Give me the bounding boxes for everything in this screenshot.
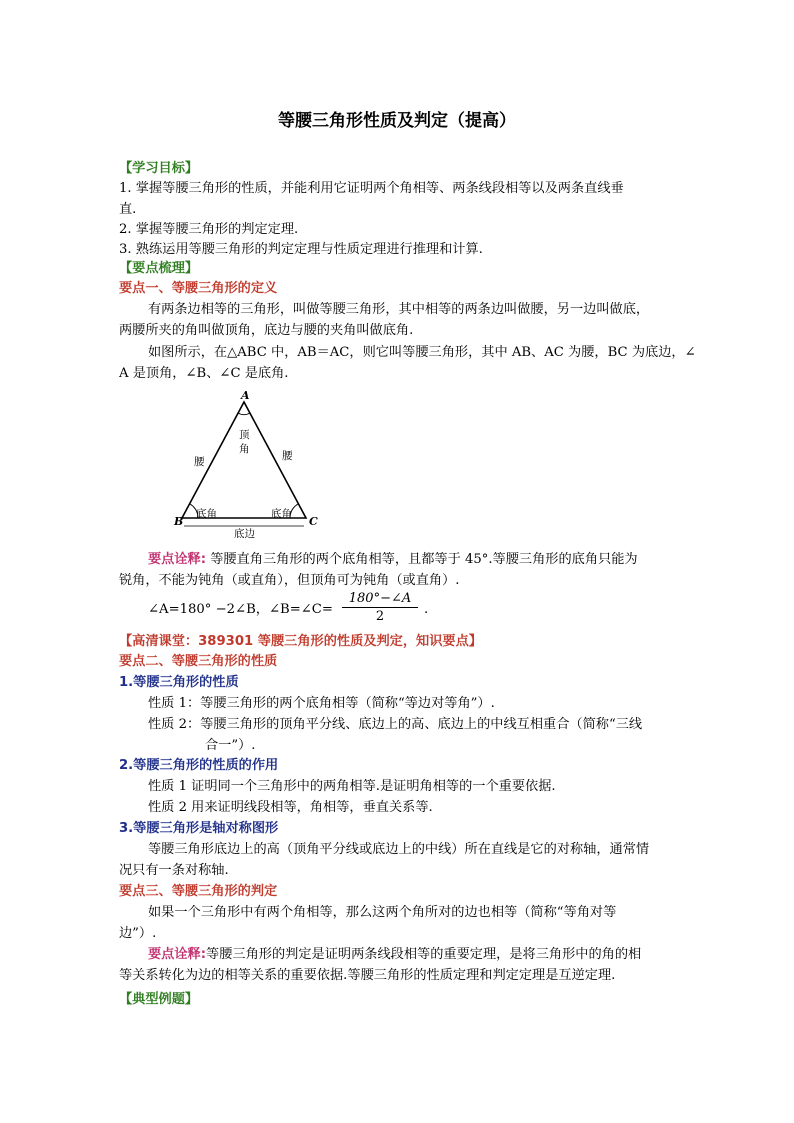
judge-line-2: 边”）. <box>119 926 157 941</box>
vertex-b-label: B <box>174 515 184 528</box>
page-title: 等腰三角形性质及判定（提高） <box>278 111 516 131</box>
base-label: 底边 <box>234 528 255 540</box>
note-2-label: 要点诠释: <box>148 947 207 962</box>
formula-left: ∠A=180° −2∠B，∠B=∠C= <box>148 602 333 617</box>
property-2-line-1: 性质 2：等腰三角形的顶角平分线、底边上的高、底边上的中线互相重合（简称“三线 <box>148 717 643 732</box>
note-2-line-2: 等关系转化为边的相等关系的重要依据.等腰三角形的性质定理和判定定理是互逆定理. <box>119 968 616 983</box>
use-2: 性质 2 用来证明线段相等，角相等，垂直关系等. <box>148 800 433 815</box>
note-1-text: 等腰直角三角形的两个底角相等，且都等于 45°.等腰三角形的底角只能为 <box>206 552 638 567</box>
class-heading: 【高清课堂：389301 等腰三角形的性质及判定，知识要点】 <box>119 634 482 649</box>
apex-label-2: 角 <box>239 443 250 455</box>
angle-a-arc <box>238 413 250 415</box>
fraction-bar <box>342 607 418 608</box>
judge-line-1: 如果一个三角形中有两个角相等，那么这两个角所对的边也相等（简称“等角对等 <box>148 905 617 920</box>
left-base-angle-label: 底角 <box>196 508 217 520</box>
property-1: 性质 1：等腰三角形的两个底角相等（简称“等边对等角”）. <box>148 696 495 711</box>
use-1: 性质 1 证明同一个三角形中的两角相等.是证明角相等的一个重要依据. <box>148 779 556 794</box>
point-1-heading: 要点一、等腰三角形的定义 <box>119 281 278 296</box>
vertex-c-label: C <box>309 515 318 528</box>
point-3-heading: 要点三、等腰三角形的判定 <box>119 884 278 899</box>
formula-end: . <box>424 602 429 617</box>
point-1-line-2: 两腰所夹的角叫做顶角，底边与腰的夹角叫做底角. <box>119 323 414 338</box>
right-leg-label: 腰 <box>282 450 293 462</box>
note-1-line-2: 锐角，不能为钝角（或直角），但顶角可为钝角（或直角）. <box>119 573 460 588</box>
goal-3: 3. 熟练运用等腰三角形的判定定理与性质定理进行推理和计算. <box>119 242 483 257</box>
note-2-text: 等腰三角形的判定是证明两条线段相等的重要定理，是将三角形中的角的相 <box>206 947 642 962</box>
point-1-line-4: A 是顶角，∠B、∠C 是底角. <box>119 366 289 381</box>
formula-fraction <box>342 591 418 624</box>
formula-numerator: 180°−∠A <box>348 591 412 606</box>
point-2-3-heading: 3.等腰三角形是轴对称图形 <box>119 821 279 836</box>
point-1-line-3: 如图所示，在△ABC 中，AB＝AC，则它叫等腰三角形，其中 AB、AC 为腰，BC 为底边，∠ <box>148 345 696 360</box>
points-heading: 【要点梳理】 <box>119 261 199 276</box>
right-base-angle-label: 底角 <box>271 508 292 520</box>
examples-heading: 【典型例题】 <box>119 992 199 1007</box>
point-2-heading: 要点二、等腰三角形的性质 <box>119 654 278 669</box>
note-1-label: 要点诠释: <box>148 552 207 567</box>
property-2-line-2: 合一”）. <box>205 738 256 753</box>
vertex-a-label: A <box>241 389 250 402</box>
goals-heading: 【学习目标】 <box>119 161 199 176</box>
goal-1-line-2: 直. <box>119 202 137 217</box>
symmetry-line-2: 况只有一条对称轴. <box>119 863 229 878</box>
apex-label-1: 顶 <box>239 429 250 441</box>
goal-2: 2. 掌握等腰三角形的判定定理. <box>119 222 299 237</box>
formula-denominator: 2 <box>375 609 385 624</box>
point-2-1-heading: 1.等腰三角形的性质 <box>119 675 239 690</box>
point-1-line-1: 有两条边相等的三角形，叫做等腰三角形，其中相等的两条边叫做腰，另一边叫做底， <box>148 302 650 317</box>
point-2-2-heading: 2.等腰三角形的性质的作用 <box>119 758 279 773</box>
symmetry-line-1: 等腰三角形底边上的高（顶角平分线或底边上的中线）所在直线是它的对称轴，通常情 <box>148 842 650 857</box>
note-2-line-1 <box>148 946 641 964</box>
isosceles-triangle-figure <box>170 388 330 540</box>
left-leg-label: 腰 <box>194 456 205 468</box>
goal-1-line-1: 1. 掌握等腰三角形的性质，并能利用它证明两个角相等、两条线段相等以及两条直线垂 <box>119 181 624 196</box>
note-1-line-1 <box>148 551 638 569</box>
